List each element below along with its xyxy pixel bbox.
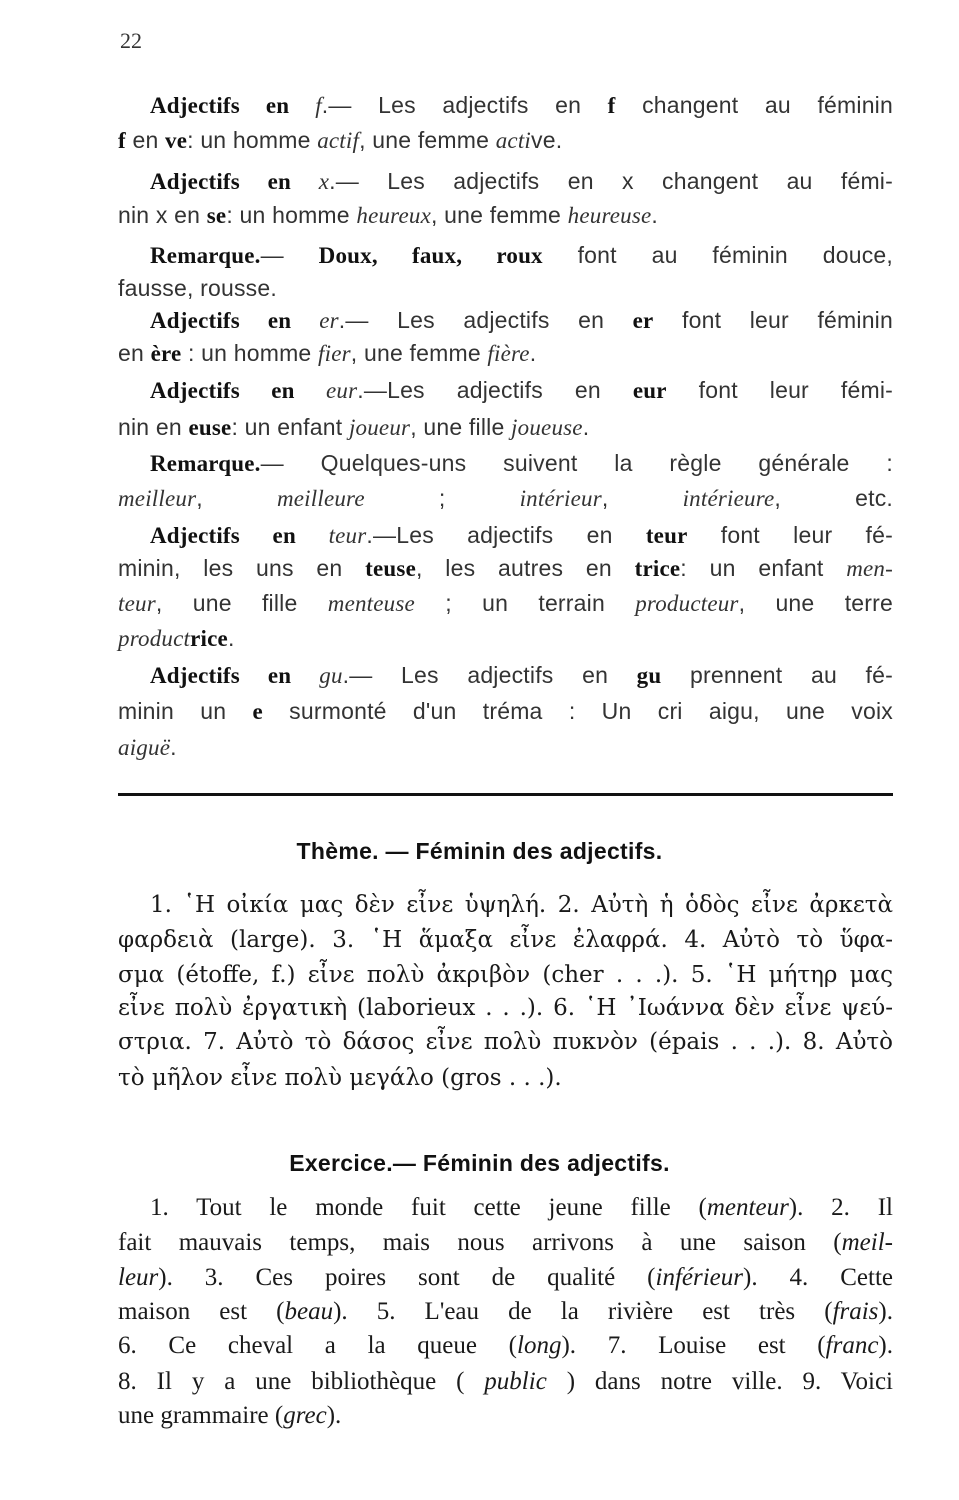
text-segment: , une femme [431,202,568,228]
text-segment: en [118,340,151,366]
text-segment: menteuse [327,591,415,616]
text-segment: joueur [348,415,411,440]
page-number: 22 [120,28,142,53]
text-segment: une grammaire ( [118,1402,284,1429]
horizontal-divider [118,793,893,796]
text-line [150,307,893,337]
greek-line: 1. ῾Η οἰκία μας δὲν εἶνε ὑψηλή. 2. Αὐτὴ ἡ ὁδὸς εἶνε ἀρκετὰ [150,892,893,918]
text-segment: . [582,414,590,440]
text-segment: fausse, rousse. [118,275,277,301]
exercise-line [118,1402,893,1432]
text-segment: eur [326,378,358,403]
text-segment: Adjectifs en [150,663,320,688]
text-segment: : un homme [181,340,319,366]
text-segment: meilleure [276,486,365,511]
text-segment: er [319,308,339,333]
text-segment: teur [118,591,156,616]
text-segment: — [260,242,319,268]
text-segment: ). [878,1298,893,1325]
text-line [118,485,893,515]
text-segment: . [227,625,235,651]
text-line [118,275,893,305]
text-segment: frais [832,1298,879,1325]
text-segment: . [366,522,374,548]
text-segment: rice [190,626,228,651]
text-segment: ; un terrain [414,590,636,616]
text-segment: Remarque. [150,243,261,268]
text-segment: . [555,127,563,153]
text-segment: Adjectifs en [150,308,320,333]
text-segment: en [167,202,207,228]
text-line [118,590,893,620]
text-segment: , les autres en [415,555,635,581]
text-segment: beau [284,1298,334,1325]
text-segment: . [651,202,659,228]
greek-line: σμα (étoffe, f.) εἶνε πολὺ ἀκριβὸν (cher . . .). 5. ῾Η μήτηρ μας [118,962,893,988]
exercise-line [118,1368,893,1398]
text-segment: , une femme [350,340,488,366]
text-segment: . [529,340,537,366]
text-segment: .— Les adjectifs en [338,307,633,333]
text-segment: gu [636,663,662,688]
text-segment: — Les adjectifs en [349,662,637,688]
text-segment: ; [364,485,520,511]
text-segment: ). 5. L'eau de la rivière est très ( [333,1298,833,1325]
text-segment: teur [645,523,688,548]
text-segment: surmonté d'un tréma : Un cri aigu, une voix [262,698,893,724]
text-segment: : un homme [226,202,357,228]
exercise-line [118,1229,893,1259]
text-segment: —Les adjectifs en [373,522,646,548]
text-line [150,662,893,692]
text-segment: : un enfant [680,555,847,581]
text-line [118,202,893,232]
text-segment: : un enfant [231,414,349,440]
text-segment: .— Les adjectifs en [321,92,608,118]
text-segment: font au féminin douce, [542,242,894,268]
text-segment: product [118,626,191,651]
text-segment: font leur fémi- [666,377,894,403]
text-line [150,92,893,122]
text-segment: — Quelques-uns suivent la règle générale : [260,450,893,476]
text-segment: Doux, faux, roux [318,243,543,268]
text-segment: meil- [841,1229,893,1256]
text-segment: , etc. [774,485,893,511]
text-segment: acti [495,128,532,153]
text-segment: f [315,93,322,118]
text-segment: joueuse [511,415,583,440]
text-segment: Adjectifs en [150,93,316,118]
exercice-heading: Exercice.— Féminin des adjectifs. [289,1150,670,1176]
text-segment: intérieur [519,486,602,511]
exercise-line [118,1332,893,1362]
text-segment: ). [326,1402,342,1429]
text-segment: long [517,1332,562,1359]
text-segment: actif [317,128,360,153]
greek-line: στρια. 7. Αὐτὸ τὸ δάσος εἶνε πολὺ πυκνὸν (épais . . .). 8. Αὐτὸ [118,1029,893,1055]
text-segment: . [342,662,350,688]
text-segment: , [601,485,683,511]
exercise-line [118,1298,893,1328]
text-segment: gu [319,663,343,688]
text-segment: ). 3. Ces poires sont de qualité ( [158,1264,656,1291]
text-segment: public [484,1368,547,1395]
text-segment: producteur [635,591,739,616]
text-line [150,450,893,480]
text-segment: font leur fé- [687,522,893,548]
text-segment: fière [487,341,530,366]
text-segment: x [622,168,634,194]
theme-heading: Thème. — Féminin des adjectifs. [296,838,663,864]
text-segment: 1. Tout le monde fuit cette jeune fille ( [150,1194,707,1221]
text-segment: inférieur [655,1264,743,1291]
text-segment: heureux [356,203,431,228]
exercise-line [150,1194,893,1224]
text-segment: x [155,202,168,228]
text-segment: Adjectifs en [150,378,327,403]
text-segment: ve [165,128,188,153]
text-line [118,734,893,764]
text-segment: , [196,485,277,511]
text-line [118,127,893,157]
text-segment: , une fille [155,590,328,616]
text-segment: er [632,308,654,333]
text-segment: , une fille [410,414,512,440]
text-segment: Adjectifs en [150,523,329,548]
text-segment: Remarque. [150,451,261,476]
text-line [118,414,893,444]
text-segment: font leur féminin [653,307,893,333]
text-segment: . [357,377,364,403]
text-segment: intérieure [682,486,775,511]
text-segment: minin, les uns en [118,555,366,581]
text-segment: teuse [365,556,416,581]
text-line [150,377,893,407]
text-segment: grec [283,1402,327,1429]
text-segment: nin en [118,414,189,440]
text-segment: menteur [706,1194,789,1221]
text-segment: ). 2. Il [788,1194,893,1221]
text-segment: Adjectifs en [150,169,319,194]
greek-line: εἶνε πολὺ ἐργατικὴ (laborieux . . .). 6. ῾Η ᾿Ιωάννα δὲν εἶνε ψεύ- [118,995,893,1021]
text-segment: , une terre [738,590,893,616]
text-segment: ) dans notre ville. 9. Voici [546,1368,893,1395]
text-segment: prennent au fé- [661,662,893,688]
text-segment: changent au fémi- [633,168,893,194]
text-segment: en [125,127,166,153]
text-segment: ve [531,127,556,153]
text-segment: f [607,93,616,118]
text-segment: minin un [118,698,253,724]
text-segment: : un homme [187,127,318,153]
text-segment: ère [150,341,182,366]
text-segment: .— Les adjectifs en [329,168,622,194]
greek-line: τὸ μῆλον εἶνε πολὺ μεγάλο (gros . . .). [118,1065,562,1091]
text-line [150,168,893,198]
text-line [118,698,893,728]
text-segment: , une femme [359,127,496,153]
text-segment: se [206,203,227,228]
text-segment: ). 7. Louise est ( [561,1332,826,1359]
text-segment: aiguë [118,735,171,760]
text-segment: —Les adjectifs en [363,377,633,403]
text-segment: maison est ( [118,1298,285,1325]
text-segment: fier [318,341,351,366]
text-line [150,242,893,272]
text-segment: fait mauvais temps, mais nous arrivons à une saison ( [118,1229,842,1256]
greek-line: φαρδειὰ (large). 3. ῾Η ἅμαξα εἶνε ἐλαφρά. 4. Αὐτὸ τὸ ὕφα- [118,927,893,953]
text-segment: franc [825,1332,879,1359]
text-segment: eur [632,378,667,403]
text-segment: changent au féminin [615,92,893,118]
text-line [118,555,893,585]
exercise-line [118,1264,893,1294]
text-segment: leur [118,1264,159,1291]
text-segment: . [170,734,177,760]
text-segment: men- [846,556,893,581]
text-segment: euse [188,415,232,440]
text-segment: meilleur [118,486,197,511]
text-segment: trice [634,556,681,581]
text-line [150,522,893,552]
text-segment: ). [878,1332,893,1359]
text-segment: 8. Il y a une bibliothèque ( [118,1368,485,1395]
text-segment: teur [328,523,367,548]
text-line [118,625,893,655]
text-segment: nin [118,202,156,228]
text-line [118,340,893,370]
text-segment: x [318,169,330,194]
text-segment: ). 4. Cette [743,1264,893,1291]
text-segment: e [252,699,263,724]
text-segment: f [118,128,126,153]
text-segment: heureuse [567,203,652,228]
text-segment: 6. Ce cheval a la queue ( [118,1332,517,1359]
